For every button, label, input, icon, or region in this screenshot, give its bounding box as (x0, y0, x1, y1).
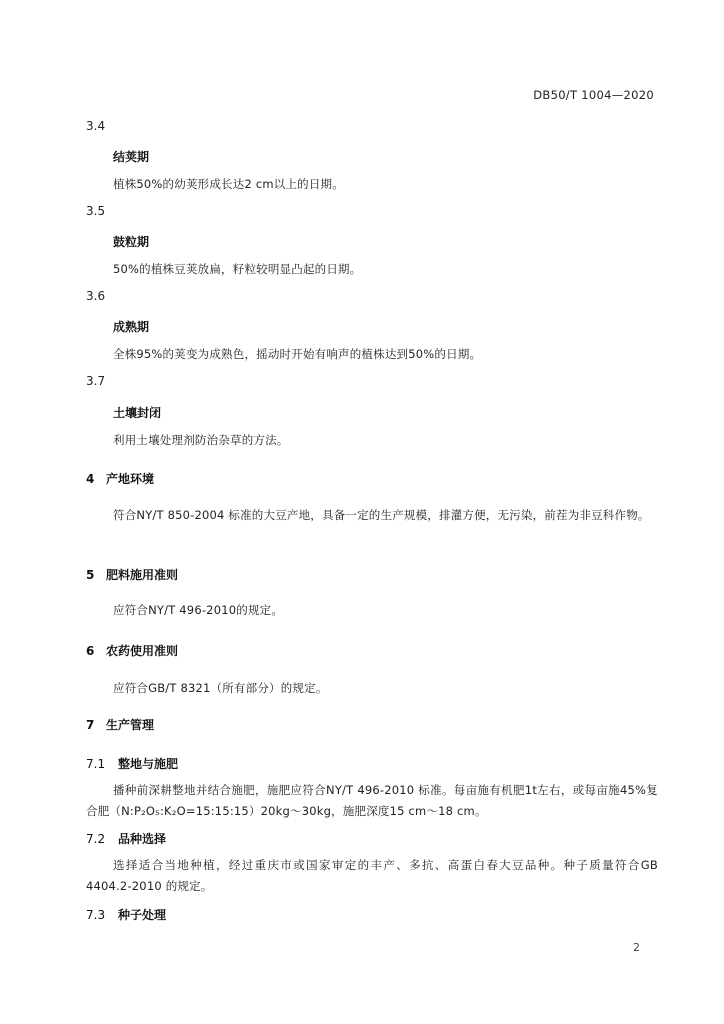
subsection-heading-7-3 (86, 906, 166, 923)
page-number: 2 (633, 941, 640, 954)
section-paragraph: 应符合NY/T 496-2010的规定。 (113, 603, 284, 617)
document-code-header: DB50/T 1004—2020 (533, 88, 654, 102)
subsection-heading-7-2 (86, 830, 166, 847)
term-definition: 利用土壤处理剂防治杂草的方法。 (113, 433, 289, 447)
section-number: 7 (86, 718, 95, 732)
term-number: 3.6 (86, 289, 106, 303)
section-number: 5 (86, 568, 95, 582)
section-heading-5 (86, 566, 178, 583)
term-definition: 植株50%的幼荚形成长达2 cm以上的日期。 (113, 177, 344, 191)
term-number: 3.5 (86, 204, 106, 218)
subsection-heading-7-1 (86, 755, 178, 772)
section-title: 产地环境 (106, 472, 155, 486)
subsection-number: 7.3 (86, 908, 106, 922)
subsection-paragraph: 播种前深耕整地并结合施肥，施肥应符合NY/T 496-2010 标准。每亩施有机肥1t左右，或每亩施45%复合肥（N:P₂O₅:K₂O=15:15:15）20kg～30kg，施肥深度15 cm～18 cm。 (86, 783, 658, 818)
term-number: 3.7 (86, 374, 106, 388)
section-heading-4 (86, 470, 154, 487)
section-number: 6 (86, 644, 95, 658)
term-name: 成熟期 (113, 320, 150, 334)
section-paragraph: 应符合GB/T 8321（所有部分）的规定。 (113, 681, 328, 695)
subsection-number: 7.1 (86, 757, 106, 771)
section-title: 生产管理 (106, 718, 155, 732)
section-number: 4 (86, 472, 95, 486)
term-name: 鼓粒期 (113, 235, 150, 249)
subsection-title: 整地与施肥 (118, 757, 179, 771)
section-paragraph: 符合NY/T 850-2004 标准的大豆产地，具备一定的生产规模，排灌方便，无污染，前茬为非豆科作物。 (113, 508, 650, 522)
section-title: 肥料施用准则 (106, 568, 179, 582)
term-name: 土壤封闭 (113, 406, 162, 420)
subsection-title: 品种选择 (118, 832, 167, 846)
subsection-title: 种子处理 (118, 908, 167, 922)
term-definition: 50%的植株豆荚放扁，籽粒较明显凸起的日期。 (113, 262, 362, 276)
section-heading-6 (86, 642, 178, 659)
section-title: 农药使用准则 (106, 644, 179, 658)
term-number: 3.4 (86, 119, 106, 133)
term-definition: 全株95%的荚变为成熟色，摇动时开始有响声的植株达到50%的日期。 (113, 347, 482, 361)
section-heading-7 (86, 716, 154, 733)
term-name: 结荚期 (113, 150, 150, 164)
subsection-paragraph: 选择适合当地种植，经过重庆市或国家审定的丰产、多抗、高蛋白春大豆品种。种子质量符合GB 4404.2-2010 的规定。 (86, 858, 658, 893)
subsection-number: 7.2 (86, 832, 106, 846)
